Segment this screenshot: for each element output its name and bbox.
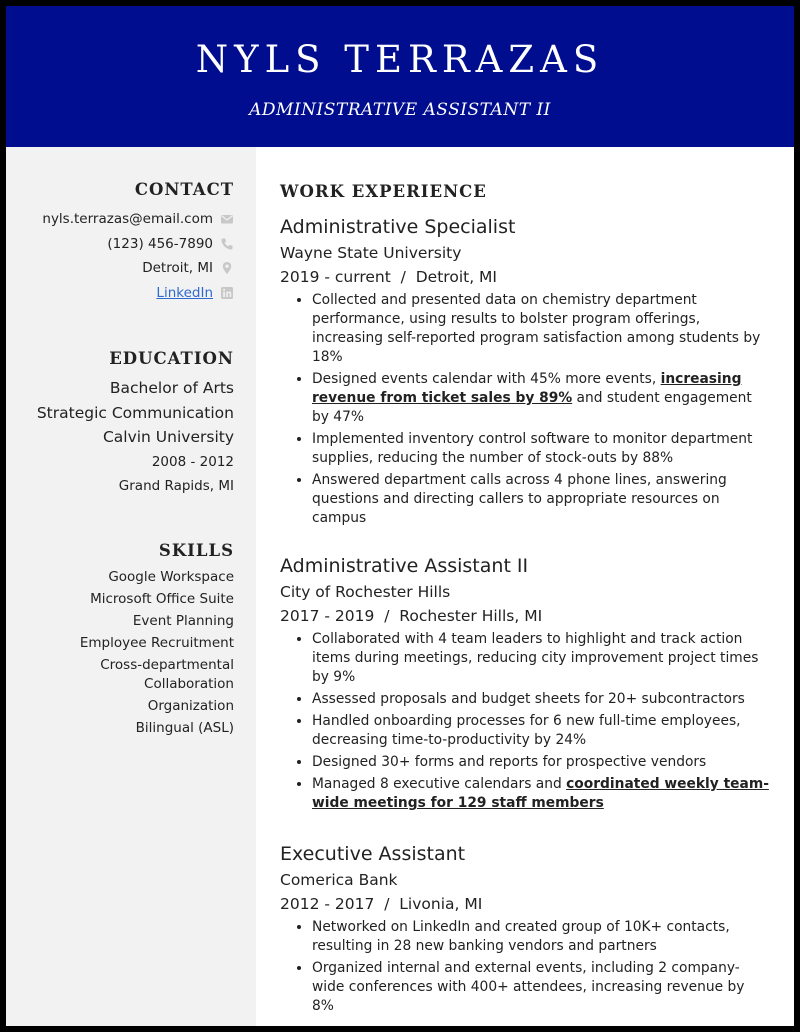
email-text: nyls.terrazas@email.com — [42, 211, 213, 227]
candidate-name: NYLS TERRAZAS — [195, 38, 605, 81]
job-title: Executive Assistant — [280, 843, 466, 865]
education-heading: EDUCATION — [109, 349, 234, 368]
education-section — [14, 348, 234, 499]
skill-item: Event Planning — [132, 613, 234, 629]
linkedin-icon — [220, 286, 234, 300]
job-company: Comerica Bank — [280, 871, 398, 889]
job-bullet: • Designed 30+ forms and reports for prospective vendors — [312, 753, 770, 772]
job-bullet: • Managed 8 executive calendars and coordinated weekly team-wide meetings for 129 staff members — [312, 775, 770, 813]
email-icon — [220, 212, 234, 226]
job-bullets — [280, 918, 770, 1016]
phone-text: (123) 456-7890 — [107, 235, 213, 252]
job-bullets — [280, 630, 770, 813]
job-location: Livonia, MI — [399, 895, 483, 913]
skill-item: Organization — [147, 698, 234, 714]
highlight-text: coordinated weekly team-wide meetings for 129 staff members — [312, 776, 769, 811]
job-bullet: • Answered department calls across 4 phone lines, answering questions and directing callers to appropriate resources on campus — [312, 471, 770, 528]
job-company: City of Rochester Hills — [280, 583, 451, 601]
job-dates: 2019 - current — [280, 268, 391, 286]
job-bullet: • Organized internal and external events, including 2 company-wide conferences with 400+ attendees, increasing revenue by 8% — [312, 959, 770, 1016]
skill-item: Google Workspace — [108, 569, 234, 585]
job-meta: 2019 - current / Detroit, MI — [280, 268, 497, 286]
skills-heading: SKILLS — [158, 541, 234, 560]
job-title: Administrative Assistant II — [280, 555, 529, 577]
job-entry — [280, 553, 770, 816]
education-school: Calvin University — [102, 428, 234, 446]
header-banner — [6, 6, 794, 147]
sidebar — [6, 147, 256, 1026]
education-years: 2008 - 2012 — [151, 453, 234, 470]
job-entry — [280, 214, 770, 531]
job-bullet: • Designed events calendar with 45% more events, increasing revenue from ticket sales by 89% and student engagement by 47% — [312, 370, 770, 427]
job-bullet: • Implemented inventory control software to monitor department supplies, reducing the number of stock-outs by 88% — [312, 430, 770, 468]
job-bullet: • Collaborated with 4 team leaders to highlight and track action items during meetings, reducing city improvement project times by 9% — [312, 630, 770, 687]
contact-heading: CONTACT — [134, 180, 234, 199]
job-bullet: • Handled onboarding processes for 6 new full-time employees, decreasing time-to-productivity by 24% — [312, 712, 770, 750]
job-bullet: • Networked on LinkedIn and created group of 10K+ contacts, resulting in 28 new banking vendors and partners — [312, 918, 770, 956]
skill-item: Microsoft Office Suite — [90, 591, 234, 607]
job-entry — [280, 841, 770, 1019]
skill-item: Cross-departmental Collaboration — [100, 657, 234, 692]
job-meta: 2012 - 2017 / Livonia, MI — [280, 895, 483, 913]
candidate-title: ADMINISTRATIVE ASSISTANT II — [249, 100, 551, 120]
job-location: Detroit, MI — [415, 268, 497, 286]
linkedin-link[interactable]: LinkedIn — [156, 284, 213, 301]
skills-section — [14, 540, 234, 741]
job-meta: 2017 - 2019 / Rochester Hills, MI — [280, 607, 543, 625]
skill-item: Employee Recruitment — [79, 635, 234, 651]
contact-email — [14, 207, 234, 232]
job-title: Administrative Specialist — [280, 216, 516, 238]
job-bullet: • Assessed proposals and budget sheets for 20+ subcontractors — [312, 690, 770, 709]
job-bullet: • Collected and presented data on chemistry department performance, using results to bolster program offerings, increasing self-reported program satisfaction among students by 18% — [312, 291, 770, 367]
phone-icon — [220, 237, 234, 251]
contact-phone — [14, 232, 234, 257]
contact-linkedin[interactable] — [14, 281, 234, 306]
job-company: Wayne State University — [280, 244, 462, 262]
job-bullets — [280, 291, 770, 528]
location-text: Detroit, MI — [142, 260, 213, 276]
education-degree: Bachelor of Arts — [109, 379, 234, 397]
skill-item: Bilingual (ASL) — [135, 720, 234, 736]
highlight-text: increasing revenue from ticket sales by 89% — [312, 371, 742, 406]
job-dates: 2017 - 2019 — [280, 607, 375, 625]
resume-page — [6, 6, 794, 1026]
work-experience-heading: WORK EXPERIENCE — [280, 182, 487, 201]
job-location: Rochester Hills, MI — [399, 607, 543, 625]
education-location: Grand Rapids, MI — [118, 478, 234, 494]
education-major: Strategic Communication — [36, 403, 234, 422]
location-pin-icon — [220, 261, 234, 275]
contact-location — [14, 256, 234, 281]
job-dates: 2012 - 2017 — [280, 895, 375, 913]
contact-section — [14, 179, 234, 305]
